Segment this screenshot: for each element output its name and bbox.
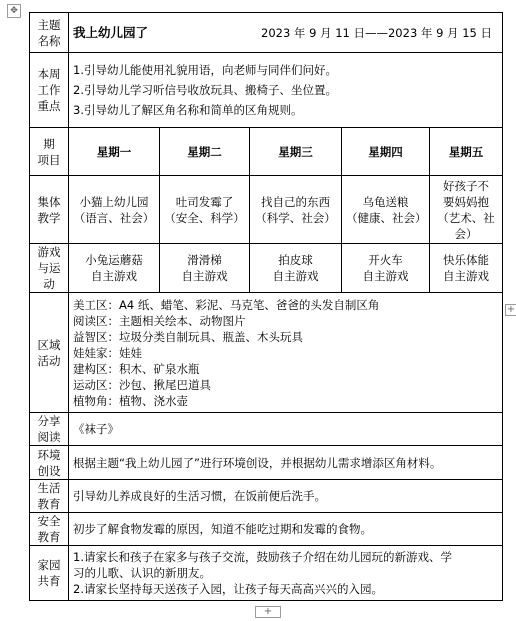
area-item: 美工区：A4 纸、蜡笔、彩泥、马克笔、爸爸的头发自制区角 [73,297,380,312]
topic-label [30,13,69,53]
lesson-subject: （科学、社会） [255,210,336,225]
game-name: 开火车 [368,253,403,267]
lesson-subject: 会） [454,226,478,241]
life-label-line: 生活 [37,481,61,495]
life-education-content[interactable]: 引导幼儿养成良好的生活习惯，在饭前便后洗手。 [69,480,503,513]
game-cell[interactable] [430,244,503,293]
weekly-plan-table [29,12,503,601]
day-header[interactable]: 星期一 [69,128,160,176]
home-item: 习的儿歌、认识的新朋友。 [73,566,211,580]
game-name: 滑滑梯 [187,253,222,267]
lesson-cell[interactable] [430,176,503,244]
date-range: 2023 年 9 月 11 日——2023 年 9 月 15 日 [261,25,492,40]
focus-label-line: 工作 [37,83,61,97]
topic-title-cell[interactable] [69,13,503,53]
lesson-name: 要妈妈抱 [443,194,489,209]
home-item: 2.请家长坚持每天送孩子入园，让孩子每天高高兴兴的入园。 [73,582,383,596]
focus-label-line: 本周 [37,67,61,81]
game-name: 小兔运蘑菇 [85,253,143,267]
area-item: 阅读区：主题相关绘本、动物图片 [73,313,246,328]
environment-label [30,446,69,480]
games-label-line: 与运 [37,261,61,275]
game-type: 自主游戏 [181,269,228,283]
focus-item: 1.引导幼儿能使用礼貌用语，向老师与同伴们问好。 [73,63,337,77]
focus-label-line: 重点 [37,99,61,113]
environment-content[interactable]: 根据主题“我上幼儿园了”进行环境创设，并根据幼儿需求增添区角材料。 [69,446,503,480]
game-cell[interactable] [250,244,342,293]
safety-label-line: 安全 [37,514,61,528]
focus-item: 2.引导幼儿学习听信号收放玩具、搬椅子、坐位置。 [73,83,337,97]
sharing-content[interactable]: 《袜子》 [69,413,503,446]
lesson-subject: （语言、社会） [73,210,155,225]
lesson-name: 找自己的东西 [261,194,330,209]
home-label-line: 家园 [37,558,61,572]
topic-label-line: 名称 [37,33,61,48]
life-education-row [30,480,503,513]
lesson-subject: （艺术、社 [437,210,495,225]
topic-row [30,13,503,53]
area-label-line: 区域 [37,337,61,352]
period-label [30,128,69,176]
area-content[interactable] [69,293,503,413]
games-row [30,244,503,293]
sharing-row [30,413,503,446]
sharing-label-line: 分享 [37,414,61,428]
home-item: 1.请家长和孩子在家多与孩子交流，鼓励孩子介绍在幼儿园玩的新游戏、学 [73,550,452,564]
games-label-line: 游戏 [37,245,61,259]
area-item: 益智区：垃圾分类自制玩具、瓶盖、木头玩具 [73,329,303,344]
lesson-subject: （安全、科学） [164,210,245,225]
life-education-label [30,480,69,513]
period-label-line: 期 [43,136,55,151]
group-teaching-row [30,176,503,244]
area-item: 运动区：沙包、揪尾巴道具 [73,377,211,392]
lesson-name: 好孩子不 [443,178,489,193]
home-school-content[interactable] [69,546,503,601]
period-label-line: 项目 [37,152,61,167]
sharing-label [30,413,69,446]
area-label [30,293,69,413]
add-row-button[interactable]: + [255,606,281,618]
safety-education-content[interactable]: 初步了解食物发霉的原因，知道不能吃过期和发霉的食物。 [69,513,503,546]
life-label-line: 教育 [37,497,61,511]
lesson-subject: （健康、社会） [346,210,427,225]
games-label-line: 动 [43,277,55,291]
focus-row [30,53,503,128]
game-type: 自主游戏 [91,269,137,283]
day-header-row [30,128,503,176]
game-type: 自主游戏 [272,269,319,283]
area-item: 娃娃家：娃娃 [73,345,142,360]
topic-label-line: 主题 [37,17,61,32]
sharing-label-line: 阅读 [37,430,61,444]
safety-education-label [30,513,69,546]
topic-title: 我上幼儿园了 [73,24,149,40]
focus-content[interactable] [69,53,503,128]
home-label-line: 共育 [37,574,61,588]
area-item: 植物角：植物、浇水壶 [73,393,188,408]
home-school-row [30,546,503,601]
day-header[interactable]: 星期三 [250,128,342,176]
table-move-handle-icon[interactable]: ✥ [7,4,21,18]
area-item: 建构区：积木、矿泉水瓶 [73,361,200,376]
focus-item: 3.引导幼儿了解区角名称和简单的区角规则。 [73,103,303,117]
safety-education-row [30,513,503,546]
group-label-line: 教学 [37,210,61,225]
lesson-cell[interactable] [160,176,250,244]
add-column-button[interactable]: + [506,304,516,315]
area-label-line: 活动 [37,353,61,368]
game-cell[interactable] [69,244,160,293]
lesson-cell[interactable] [69,176,160,244]
games-label [30,244,69,293]
environment-row [30,446,503,480]
focus-label [30,53,69,128]
day-header[interactable]: 星期二 [160,128,250,176]
game-cell[interactable] [342,244,430,293]
lesson-cell[interactable] [342,176,430,244]
game-type: 自主游戏 [362,269,409,283]
env-label-line: 创设 [37,463,61,478]
game-cell[interactable] [160,244,250,293]
area-activities-row [30,293,503,413]
day-header[interactable]: 星期四 [342,128,430,176]
safety-label-line: 教育 [37,530,61,544]
game-name: 拍皮球 [278,253,313,267]
group-teaching-label [30,176,69,244]
game-type: 自主游戏 [443,269,489,283]
home-school-label [30,546,69,601]
day-header[interactable]: 星期五 [430,128,503,176]
group-label-line: 集体 [37,194,61,209]
game-name: 快乐体能 [443,253,489,267]
env-label-line: 环境 [37,447,61,462]
lesson-name: 小猫上幼儿园 [79,194,149,209]
lesson-name: 吐司发霉了 [175,194,234,209]
lesson-name: 乌龟送粮 [362,194,409,209]
lesson-cell[interactable] [250,176,342,244]
